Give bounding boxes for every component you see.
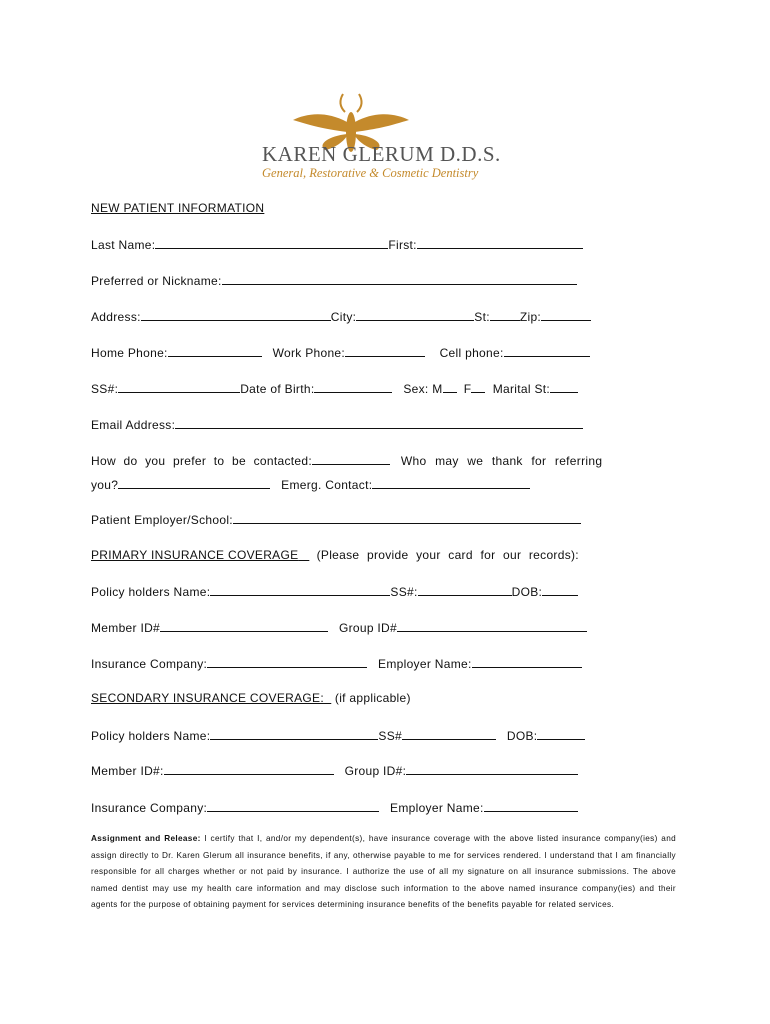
secondary-ss-field[interactable]	[402, 728, 496, 740]
primary-dob-field[interactable]	[542, 584, 578, 596]
form-title: NEW PATIENT INFORMATION	[91, 201, 265, 215]
ss-field[interactable]	[118, 381, 240, 393]
group-id2-label: Group ID#:	[344, 764, 407, 778]
ss-label: SS#:	[91, 382, 119, 396]
group-id2-field[interactable]	[406, 763, 578, 775]
phone-row	[91, 345, 590, 360]
employer-name2-field[interactable]	[484, 800, 578, 812]
marital-label: Marital St:	[492, 382, 551, 396]
assignment-release-heading: Assignment and Release:	[91, 834, 201, 843]
secondary-ss-label: SS#	[378, 729, 402, 743]
secondary-company-row	[91, 800, 578, 815]
practice-tagline: General, Restorative & Cosmetic Dentistry	[262, 166, 479, 180]
primary-insurance-note: (Please provide your card for our records):	[316, 548, 579, 562]
zip-field[interactable]	[541, 309, 591, 321]
sex-f-label: F	[463, 382, 472, 396]
name-row	[91, 237, 583, 252]
contact-pref-label: How do you prefer to be contacted:	[91, 454, 312, 468]
dob-label: Date of Birth:	[240, 382, 315, 396]
employer-name-label: Employer Name:	[378, 657, 472, 671]
primary-member-row	[91, 620, 587, 635]
referral-field[interactable]	[118, 477, 270, 489]
policy-holder-field[interactable]	[210, 584, 390, 596]
last-name-label: Last Name:	[91, 238, 156, 252]
member-id2-field[interactable]	[164, 763, 334, 775]
member-id2-label: Member ID#:	[91, 764, 164, 778]
zip-label: Zip:	[519, 310, 542, 324]
employer-school-label: Patient Employer/School:	[91, 513, 233, 527]
preferred-field[interactable]	[222, 273, 577, 285]
primary-policy-row	[91, 584, 578, 599]
emerg-contact-field[interactable]	[372, 477, 530, 489]
sex-m-field[interactable]	[443, 381, 457, 393]
referral-row	[91, 477, 530, 492]
cell-phone-label: Cell phone:	[439, 346, 504, 360]
state-label: St:	[474, 310, 490, 324]
employer-school-field[interactable]	[233, 512, 581, 524]
insurance-company2-label: Insurance Company:	[91, 801, 208, 815]
policy-holder2-label: Policy holders Name:	[91, 729, 211, 743]
emerg-contact-label: Emerg. Contact:	[281, 478, 373, 492]
email-field[interactable]	[175, 417, 583, 429]
email-label: Email Address:	[91, 418, 176, 432]
sex-label: Sex: M	[403, 382, 443, 396]
assignment-release-text	[91, 831, 676, 914]
primary-insurance-heading-row	[91, 548, 579, 562]
home-phone-label: Home Phone:	[91, 346, 168, 360]
cell-phone-field[interactable]	[504, 345, 590, 357]
practice-name: KAREN GLERUM D.D.S.	[262, 142, 501, 166]
secondary-insurance-heading: SECONDARY INSURANCE COVERAGE:	[91, 691, 324, 705]
insurance-company-field[interactable]	[207, 656, 367, 668]
city-field[interactable]	[356, 309, 474, 321]
ss-dob-row	[91, 381, 578, 396]
contact-pref-row	[91, 453, 602, 468]
primary-dob-label: DOB:	[511, 585, 543, 599]
member-id-field[interactable]	[160, 620, 328, 632]
sex-f-field[interactable]	[471, 381, 485, 393]
secondary-dob-field[interactable]	[537, 728, 585, 740]
referral-label: Who may we thank for referring	[400, 454, 603, 468]
employer-name-field[interactable]	[472, 656, 582, 668]
insurance-company2-field[interactable]	[207, 800, 379, 812]
state-field[interactable]	[490, 309, 520, 321]
last-name-field[interactable]	[155, 237, 388, 249]
insurance-company-label: Insurance Company:	[91, 657, 208, 671]
group-id-label: Group ID#	[338, 621, 397, 635]
employer-school-row	[91, 512, 581, 527]
group-id-field[interactable]	[397, 620, 587, 632]
first-name-label: First:	[388, 238, 417, 252]
primary-company-row	[91, 656, 582, 671]
work-phone-field[interactable]	[345, 345, 425, 357]
work-phone-label: Work Phone:	[272, 346, 346, 360]
secondary-insurance-note: (if applicable)	[334, 691, 411, 705]
contact-pref-field[interactable]	[312, 453, 390, 465]
address-field[interactable]	[141, 309, 331, 321]
secondary-member-row	[91, 763, 578, 778]
primary-ss-label: SS#:	[390, 585, 418, 599]
email-row	[91, 417, 583, 432]
policy-holder2-field[interactable]	[210, 728, 378, 740]
preferred-row	[91, 273, 577, 288]
address-row	[91, 309, 591, 324]
secondary-dob-label: DOB:	[506, 729, 538, 743]
you-label: you?	[91, 478, 119, 492]
address-label: Address:	[91, 310, 141, 324]
member-id-label: Member ID#	[91, 621, 161, 635]
secondary-insurance-heading-row	[91, 691, 411, 705]
primary-ss-field[interactable]	[418, 584, 512, 596]
secondary-policy-row	[91, 728, 585, 743]
marital-field[interactable]	[550, 381, 578, 393]
first-name-field[interactable]	[417, 237, 583, 249]
city-label: City:	[330, 310, 357, 324]
primary-insurance-heading: PRIMARY INSURANCE COVERAGE	[91, 548, 299, 562]
preferred-label: Preferred or Nickname:	[91, 274, 222, 288]
policy-holder-label: Policy holders Name:	[91, 585, 211, 599]
dob-field[interactable]	[314, 381, 392, 393]
employer-name2-label: Employer Name:	[390, 801, 484, 815]
home-phone-field[interactable]	[168, 345, 262, 357]
assignment-release-body: I certify that I, and/or my dependent(s), have insurance coverage with the above listed insurance company(ies) and assign directly to Dr. Karen Glerum all insurance benefits, if any, otherwise payable to me for services rendered. I understand that I am financially responsible for all charges whether or not paid by insurance. I authorize the use of all my signature on all insurance submissions. The above named dentist may use my health care information and may disclose such information to the above named insurance company(ies) and their agents for the purpose of obtaining payment for services determining insurance benefits of the benefits payable for related services.	[91, 834, 677, 910]
